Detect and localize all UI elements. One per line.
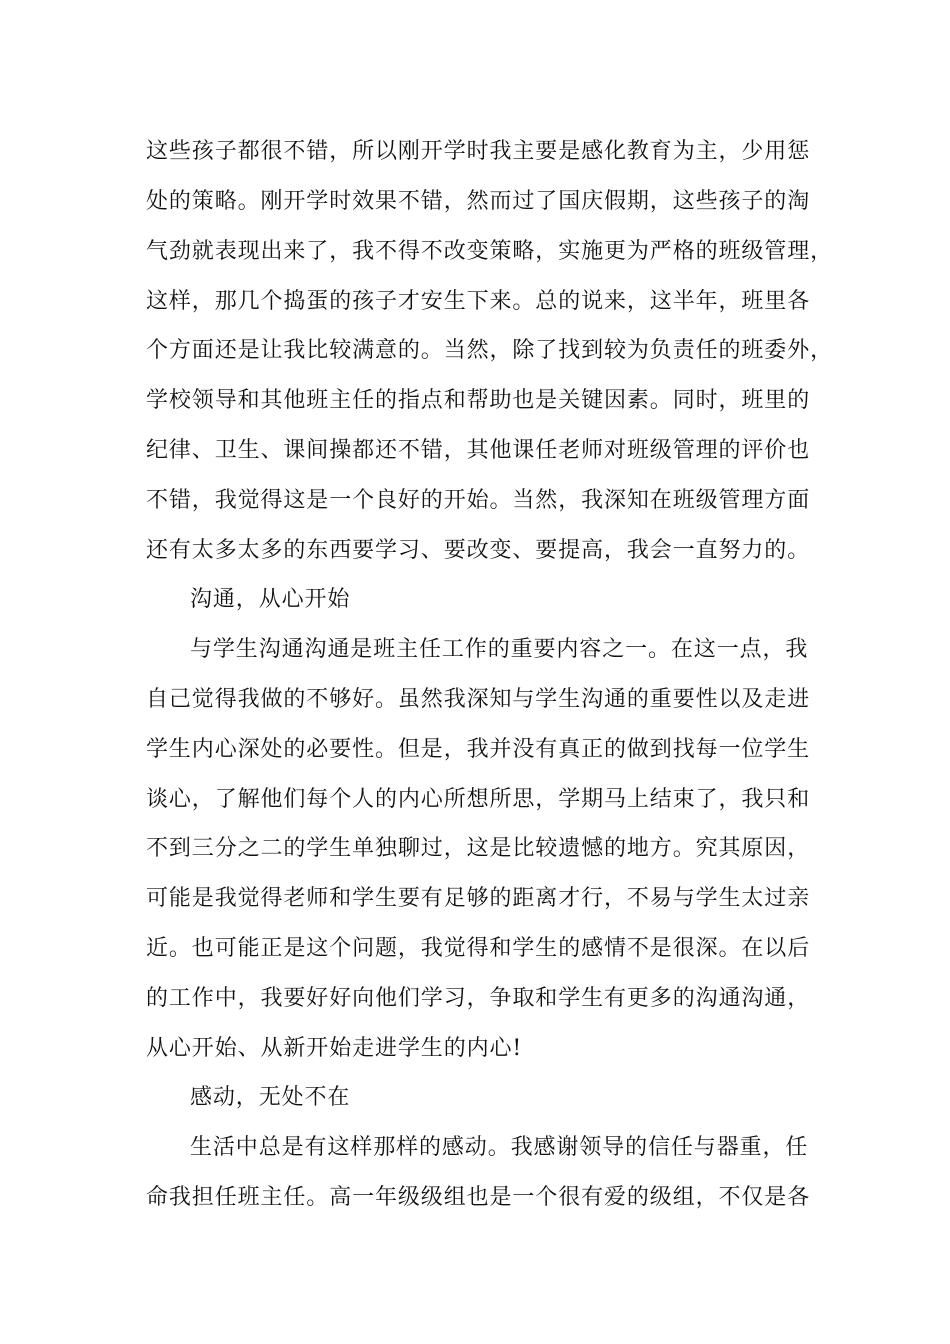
paragraph-line: 生活中总是有这样那样的感动。我感谢领导的信任与器重，任 xyxy=(190,1135,809,1160)
paragraph-line: 纪律、卫生、课间操都还不错，其他课任老师对班级管理的评价也 xyxy=(146,438,811,463)
paragraph-line: 近。也可能正是这个问题，我觉得和学生的感情不是很深。在以后 xyxy=(146,936,811,961)
paragraph-line: 不到三分之二的学生单独聊过，这是比较遗憾的地方。究其原因， xyxy=(146,836,811,861)
paragraph-line: 学生内心深处的必要性。但是，我并没有真正的做到找每一位学生 xyxy=(146,737,811,762)
paragraph-line: 学校领导和其他班主任的指点和帮助也是关键因素。同时，班里的 xyxy=(146,388,811,413)
paragraph-line: 这些孩子都很不错，所以刚开学时我主要是感化教育为主，少用惩 xyxy=(146,139,811,164)
paragraph-line: 可能是我觉得老师和学生要有足够的距离才行，不易与学生太过亲 xyxy=(146,886,811,911)
paragraph-line: 这样，那几个捣蛋的孩子才安生下来。总的说来，这半年，班里各 xyxy=(146,289,811,314)
paragraph-line: 处的策略。刚开学时效果不错，然而过了国庆假期，这些孩子的淘 xyxy=(146,189,811,214)
paragraph-line: 谈心，了解他们每个人的内心所想所思，学期马上结束了，我只和 xyxy=(146,787,811,812)
paragraph-line: 与学生沟通沟通是班主任工作的重要内容之一。在这一点，我 xyxy=(190,637,809,662)
paragraph-line: 不错，我觉得这是一个良好的开始。当然，我深知在班级管理方面 xyxy=(146,488,811,513)
paragraph-line: 命我担任班主任。高一年级级组也是一个很有爱的级组，不仅是各 xyxy=(146,1185,811,1210)
paragraph-line: 还有太多太多的东西要学习、要改变、要提高，我会一直努力的。 xyxy=(146,538,811,563)
paragraph-line: 从心开始、从新开始走进学生的内心! xyxy=(146,1036,523,1061)
paragraph-line: 自己觉得我做的不够好。虽然我深知与学生沟通的重要性以及走进 xyxy=(146,687,811,712)
paragraph-line: 气劲就表现出来了，我不得不改变策略，实施更为严格的班级管理， xyxy=(146,239,834,264)
section-heading: 沟通，从心开始 xyxy=(190,587,351,612)
paragraph-line: 个方面还是让我比较满意的。当然，除了找到较为负责任的班委外， xyxy=(146,338,834,363)
section-heading: 感动，无处不在 xyxy=(190,1085,351,1110)
paragraph-line: 的工作中，我要好好向他们学习，争取和学生有更多的沟通沟通， xyxy=(146,986,811,1011)
